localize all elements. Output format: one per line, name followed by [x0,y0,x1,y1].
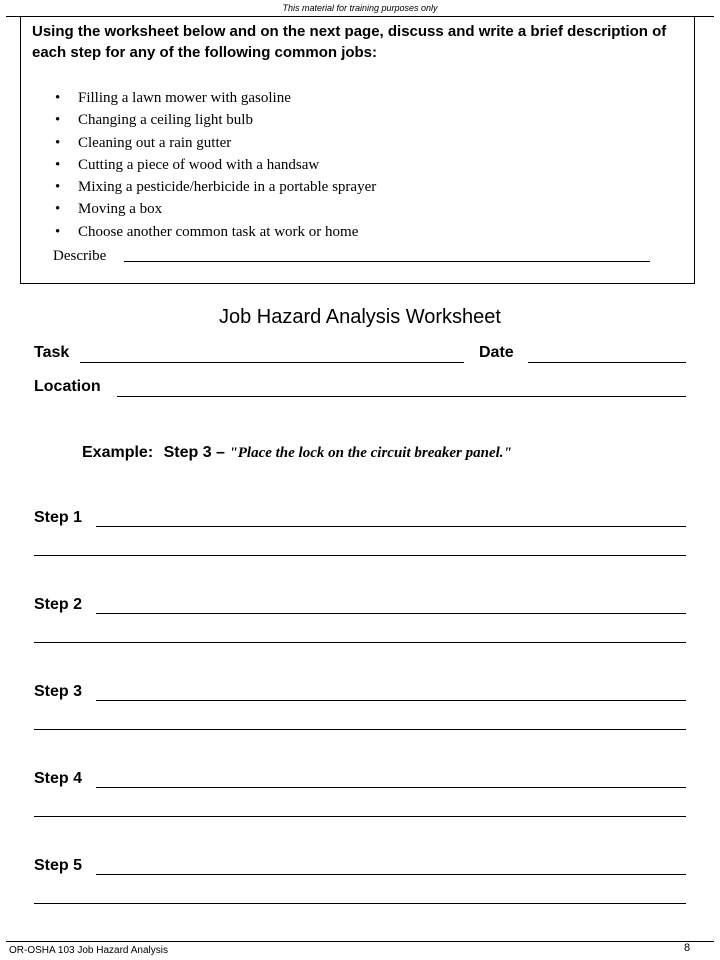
task-blank-line[interactable] [80,362,464,363]
example-line [82,443,512,463]
step-3-label: Step 3 [34,683,83,700]
step-2-blank-line[interactable] [96,613,686,614]
step-5-blank-line-2[interactable] [34,903,686,904]
step-1-blank-line-2[interactable] [34,555,686,556]
example-text: "Place the lock on the circuit breaker panel." [229,445,512,461]
page-number: 8 [684,942,691,954]
list-item: • Choose another common task at work or home [55,221,376,243]
step-4-blank-line-2[interactable] [34,816,686,817]
list-item: • Changing a ceiling light bulb [55,109,376,131]
list-item: • Cleaning out a rain gutter [55,132,376,154]
worksheet-title: Job Hazard Analysis Worksheet [219,306,501,328]
instructions-box [20,17,695,284]
step-4-blank-line[interactable] [96,787,686,788]
step-3-blank-line[interactable] [96,700,686,701]
date-label: Date [479,344,514,361]
instructions-title: Using the worksheet below and on the next page, discuss and write a brief description of each step for any of the following common jobs: [32,23,667,61]
list-item: • Mixing a pesticide/herbicide in a portable sprayer [55,176,376,198]
describe-label: Describe [53,248,107,264]
jobs-list [55,87,376,243]
location-label: Location [34,378,101,395]
location-blank-line[interactable] [117,396,686,397]
task-label: Task [34,344,70,361]
describe-blank-line[interactable] [124,261,650,262]
step-2-blank-line-2[interactable] [34,642,686,643]
step-2-label: Step 2 [34,596,83,613]
step-5-label: Step 5 [34,857,83,874]
list-item: • Filling a lawn mower with gasoline [55,87,376,109]
example-step: Step 3 – [163,444,225,461]
list-item: • Cutting a piece of wood with a handsaw [55,154,376,176]
step-5-blank-line[interactable] [96,874,686,875]
step-4-label: Step 4 [34,770,83,787]
step-3-blank-line-2[interactable] [34,729,686,730]
training-purpose-note: This material for training purposes only [282,3,438,13]
list-item: • Moving a box [55,198,376,220]
footer-course-title: OR-OSHA 103 Job Hazard Analysis [9,945,168,956]
footer-rule [6,941,714,942]
date-blank-line[interactable] [528,362,686,363]
step-1-label: Step 1 [34,509,83,526]
example-label: Example: [82,444,154,461]
step-1-blank-line[interactable] [96,526,686,527]
